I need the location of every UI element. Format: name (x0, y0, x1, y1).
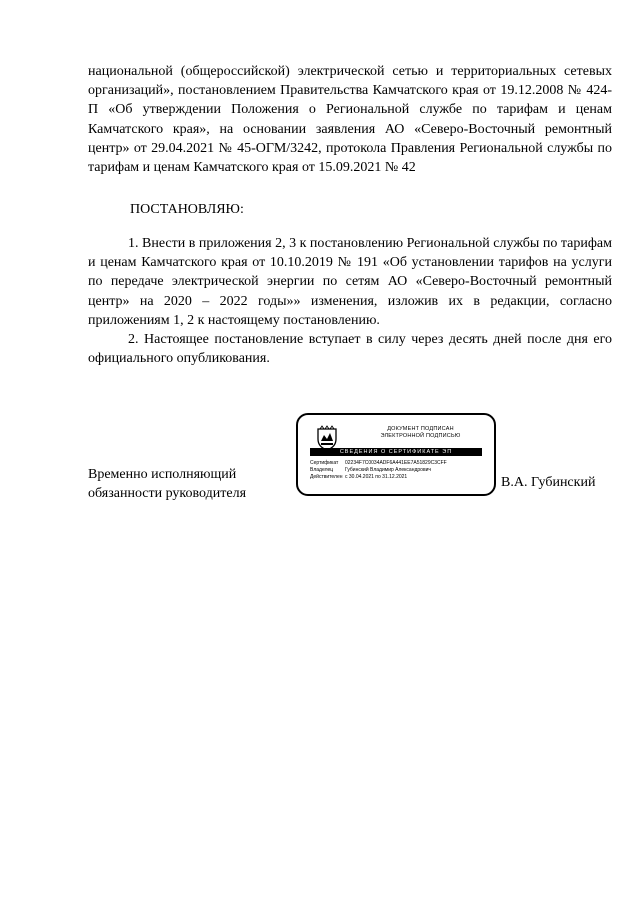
stamp-row-key: Владелец (310, 467, 334, 473)
stamp-row-value: с 30.04.2021 по 31.12.2021 (345, 474, 408, 480)
electronic-signature-stamp (296, 413, 496, 496)
stamp-title-line1: ДОКУМЕНТ ПОДПИСАН (387, 426, 454, 432)
stamp-row-key: Сертификат (310, 460, 339, 466)
stamp-certificate-header: СВЕДЕНИЯ О СЕРТИФИКАТЕ ЭП (310, 448, 482, 456)
intro-block (88, 62, 612, 177)
stamp-row-certificate (310, 460, 486, 467)
stamp-row-owner (310, 467, 486, 474)
stamp-row-value: Губинский Владимир Александрович (345, 467, 432, 473)
resolution-items (88, 234, 612, 368)
signatory-role-line1: Временно исполняющий (88, 467, 237, 482)
resolution-heading: ПОСТАНОВЛЯЮ: (130, 202, 244, 217)
signatory-role-line2: обязанности руководителя (88, 486, 247, 501)
item-1: 1. Внести в приложения 2, 3 к постановлению Региональной службы по тарифам и ценам Камчатского края от 10.10.2019 № 191 «Об установлении тарифов на услуги по передаче электрической энергии по сетям АО «Северо-Восточный ремонтный центр» на 2020 – 2022 годы»» изменения, изложив их в редакции, согласно приложениям 1, 2 к настоящему постановлению. (88, 236, 612, 328)
stamp-title (358, 426, 483, 440)
signatory-name: В.А. Губинский (501, 475, 596, 490)
stamp-row-key: Действителен (310, 474, 343, 480)
intro-paragraph: национальной (общероссийской) электрической сетью и территориальных сетевых организаций», постановлением Правительства Камчатского края от 19.12.2008 № 424-П «Об утверждении Положения о Региональной службе по тарифам и ценам Камчатского края», на основании заявления АО «Северо-Восточный ремонтный центр» от 29.04.2021 № 45-ОГМ/3242, протокола Правления Региональной службы по тарифам и ценам Камчатского края от 15.09.2021 № 42 (88, 64, 612, 176)
item-2: 2. Настоящее постановление вступает в силу через десять дней после дня его официального опубликования. (88, 332, 612, 367)
signatory-role (88, 465, 246, 503)
stamp-title-line2: ЭЛЕКТРОННОЙ ПОДПИСЬЮ (380, 433, 461, 439)
stamp-row-value: 02234F7C0034ADF6A441EE7A51829C3CFF (345, 460, 447, 466)
stamp-certificate-details (310, 460, 486, 481)
stamp-row-validity (310, 474, 486, 481)
